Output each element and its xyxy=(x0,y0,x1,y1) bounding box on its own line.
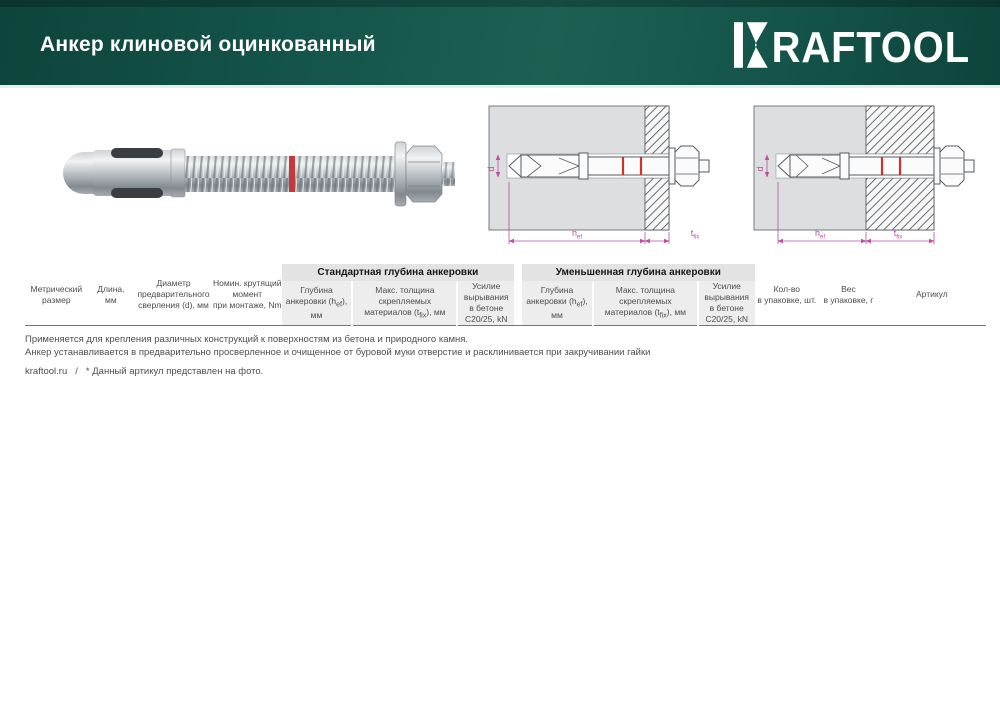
group-header-standard: Стандартная глубина анкеровки xyxy=(282,264,514,281)
kraftool-logo-icon xyxy=(734,22,972,68)
diagram-standard-depth-icon xyxy=(483,102,733,254)
dim-d-label: d xyxy=(755,166,765,172)
dim-d-label: d xyxy=(486,166,496,172)
subheader-std-thickness: Макс. толщина скрепляемых материалов $(t_{fix})$, мм xyxy=(352,281,457,326)
diagram-standard-depth xyxy=(483,102,733,254)
group-gap xyxy=(514,264,522,326)
site-note-separator: / xyxy=(75,366,78,378)
note-install: Анкер устанавливается в предварительно просверленное и очищенное от буровой муки отверстие и расклинивается при закручивании гайки xyxy=(25,347,651,359)
diagram-reduced-depth-icon xyxy=(748,102,998,254)
header-top-strip xyxy=(0,0,1000,7)
red-depth-mark xyxy=(289,156,295,192)
svg-text:d xyxy=(486,166,496,171)
svg-text:hef: $h_{ef}$ xyxy=(814,228,826,241)
group-header-reduced: Уменьшенная глубина анкеровки xyxy=(522,264,754,281)
col-header-weight: Вес в упаковке, г xyxy=(819,264,878,326)
svg-text:hef: $h_{ef}$ xyxy=(571,228,583,241)
subheader-red-thickness: Макс. толщина скрепляемых материалов $(t_{fix})$, мм xyxy=(593,281,698,326)
col-header-drill: Диаметр предварительного сверления (d), мм xyxy=(134,264,213,326)
anchor-photo-icon xyxy=(55,110,463,244)
svg-text:tfix: $t_{fix}$ xyxy=(893,228,903,241)
diagram-reduced-depth xyxy=(748,102,998,254)
footnotes xyxy=(25,333,986,378)
brand-logo xyxy=(734,22,972,68)
page-header xyxy=(0,0,1000,88)
dim-hef-label: h xyxy=(571,228,577,238)
col-header-size: Метрический размер xyxy=(25,264,88,326)
note-asterisk: * Данный артикул представлен на фото. xyxy=(85,366,264,378)
col-header-qty: Кол-во в упаковке, шт. xyxy=(755,264,820,326)
spec-table xyxy=(25,264,986,326)
subheader-red-depth: Глубина анкеровки $(h_{ef})$, мм xyxy=(522,281,593,326)
dim-hef-label: h xyxy=(814,228,820,238)
dim-tfix-label: t xyxy=(690,228,694,238)
dim-tfix-label: t xyxy=(893,228,897,238)
site-line xyxy=(25,365,986,378)
col-header-length: Длина, мм xyxy=(88,264,134,326)
col-header-sku: Артикул xyxy=(878,264,986,326)
figures-row xyxy=(0,98,1000,260)
svg-text:tfix: $t_{fix}$ xyxy=(690,228,700,241)
svg-text:d xyxy=(755,166,765,171)
logo-text: RAFTOOL xyxy=(771,23,971,68)
col-header-torque: Номин. крутящий момент при монтаже, Nm xyxy=(213,264,282,326)
page-title: Анкер клиновой оцинкованный xyxy=(40,33,376,56)
subheader-red-pullout: Усилие вырывания в бетоне С20/25, kN xyxy=(698,281,755,326)
subheader-std-pullout: Усилие вырывания в бетоне С20/25, kN xyxy=(457,281,514,326)
site-link[interactable]: kraftool.ru xyxy=(25,366,68,378)
spec-table-head xyxy=(25,264,986,326)
note-usage: Применяется для крепления различных конструкций к поверхностям из бетона и природного камня. xyxy=(25,334,469,346)
anchor-photo xyxy=(55,110,463,244)
subheader-std-depth: Глубина анкеровки $(h_{ef})$, мм xyxy=(282,281,353,326)
